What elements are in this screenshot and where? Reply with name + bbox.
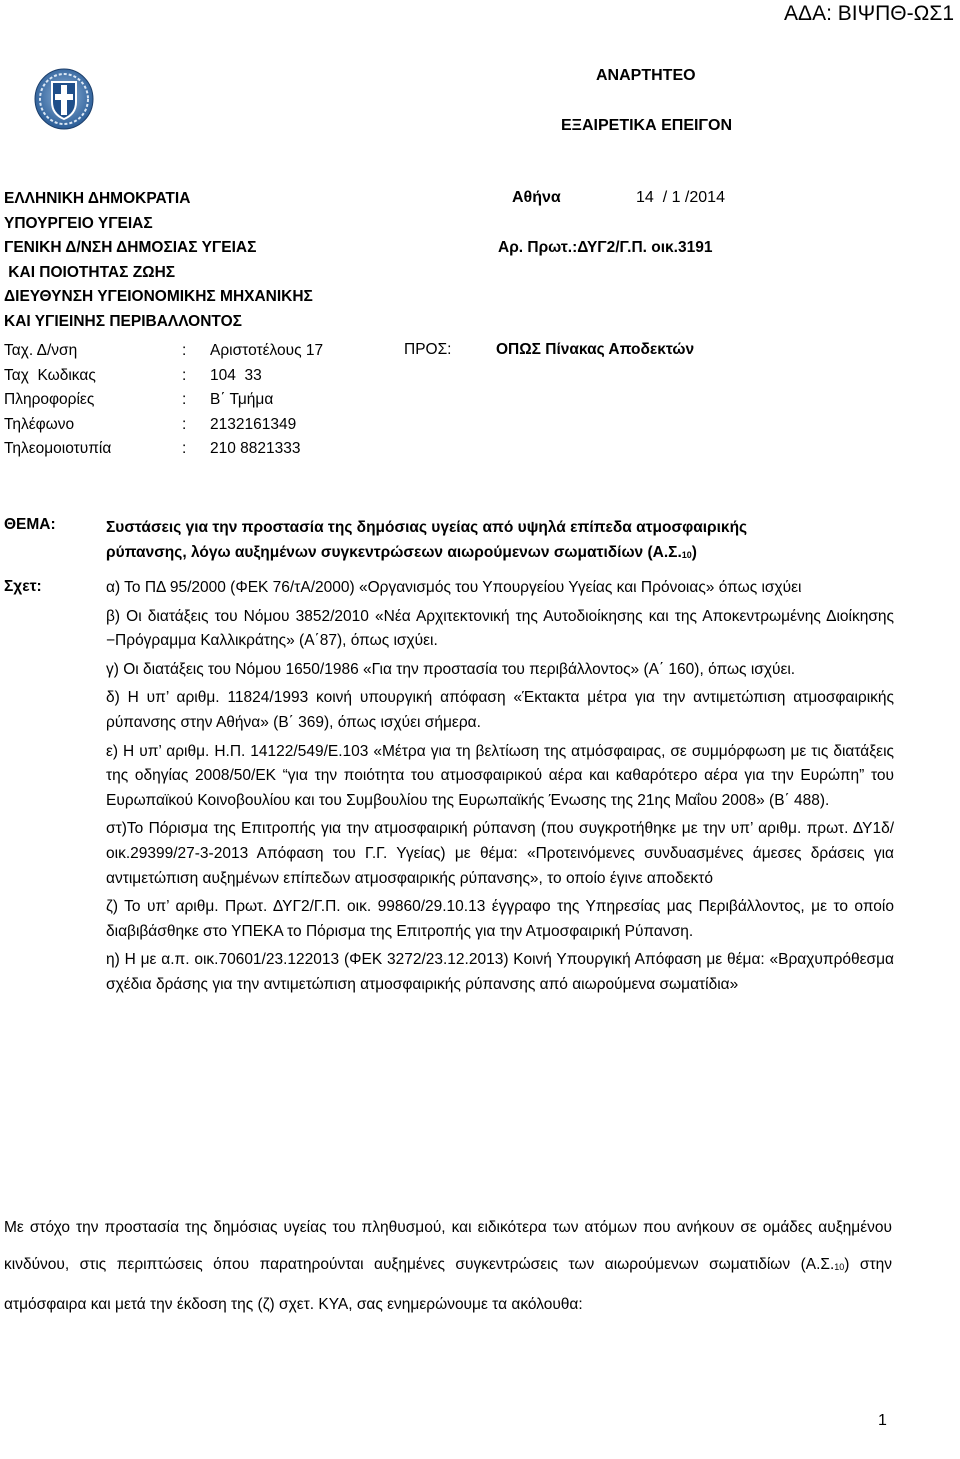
recipient-label: ΠΡΟΣ: [404,341,452,358]
contact-value: 104 33 [210,366,262,384]
related-item: γ) Οι διατάξεις του Νόμου 1650/1986 «Για την προστασία του περιβάλλοντος» (Α΄ 160), όπως ισχύει. [106,660,796,678]
related-list [106,576,894,998]
related-item: η) Η με α.π. οικ.70601/23.122013 (ΦΕΚ 3272/23.12.2013) Κοινή Υπουργική Απόφαση με θέμα: «Βραχυπρόθεσμα σχέδια δράσης για την αντιμετώπιση ατμοσφαιρικής ρύπανσης από αιωρούμενα σωματίδια» [106,951,894,993]
contact-value: Αριστοτέλους 17 [210,342,324,359]
subject-text [106,516,898,567]
contact-colon: : [182,415,187,433]
sender-line: ΚΑΙ ΥΓΙΕΙΝΗΣ ΠΕΡΙΒΑΛΛΟΝΤΟΣ [4,312,242,330]
contact-value: 2132161349 [210,415,297,433]
body-text: Με στόχο την προστασία της δημόσιας υγείας του πληθυσμού, και ειδικότερα των ατόμων που ανήκουν σε ομάδες αυξημένου κινδύνου, στις περιπτώσεις όπου παρατηρούνται αυξημένες συγκεντρώσεις των αιωρούμενων σωματιδίων $(A.\Sigma._{10})$ στην ατμόσφαιρα και μετά την έκδοση της (ζ) σχετ. ΚΥΑ, σας ενημερώνουμε τα ακόλουθα: [4,1219,892,1313]
contact-colon: : [182,366,187,384]
related-label: Σχετ: [4,578,42,595]
sender-block [4,187,313,334]
posted-mark: ΑΝΑΡΤΗΤΕΟ [596,67,696,84]
sender-line: ΚΑΙ ΠΟΙΟΤΗΤΑΣ ΖΩΗΣ [4,263,176,281]
contact-value: Β΄ Τμήμα [210,391,274,408]
subject-subscript: 10 [681,549,692,560]
body-paragraph [4,1209,892,1323]
related-item: ζ) Το υπ’ αριθμ. Πρωτ. ΔΥΓ2/Γ.Π. οικ. 99860/29.10.13 έγγραφο της Υπηρεσίας μας Περιβάλλοντος, με το οποίο διαβιβάσθηκε στο ΥΠΕΚΑ το Πόρισμα της Επιτροπής για την Ατμοσφαιρική Ρύπανση. [106,898,894,940]
contact-value: 210 8821333 [210,440,301,457]
contact-label: Ταχ Κωδικας [4,366,96,384]
related-item: στ)Το Πόρισμα της Επιτροπής για την ατμοσφαιρική ρύπανση (που συγκροτήθηκε με την υπ’ αριθμ. πρωτ. ΔΥ1δ/οικ.29399/27-3-2013 Απόφαση του Γ.Γ. Υγείας) με θέμα: «Προτεινόμενες συνδυασμένες άμεσες δράσεις για αντιμετώπιση αυξημένων επίπεδων ατμοσφαιρικής ρύπανσης», το οποίο έγινε αποδεκτό [106,820,894,887]
contact-label: Τηλέφωνο [4,415,75,433]
contact-row [4,388,323,413]
subject-line: Συστάσεις για την προστασία της δημόσιας υγείας από υψηλά επίπεδα ατμοσφαιρικής [106,519,748,536]
contact-row [4,413,323,438]
contact-block [4,339,323,462]
sender-line: ΔΙΕΥΘΥΝΣΗ ΥΓΕΙΟΝΟΜΙΚΗΣ ΜΗΧΑΝΙΚΗΣ [4,288,313,305]
body-subscript: 10 [834,1262,845,1272]
date-city: Αθήνα [512,189,561,206]
related-item: ε) Η υπ’ αριθμ. Η.Π. 14122/549/Ε.103 «Μέτρα για τη βελτίωση της ατμόσφαιρας, σε συμμόρφωση με τις διατάξεις της οδηγίας 2008/50/ΕΚ “για την ποιότητα του ατμοσφαιρικού αέρα και καθαρότερο αέρα για την Ευρώπη” του Ευρωπαϊκού Κοινοβουλίου και του Συμβουλίου της Ευρωπαϊκής Ένωσης της 21ης Μαΐου 2008» (Β΄ 488). [106,742,894,809]
contact-label: Τηλεομοιοτυπία [4,440,112,457]
ada-code: ΑΔΑ: ΒΙΨΠΘ-ΩΣ1 [784,2,954,25]
contact-label: Πληροφορίες [4,391,95,408]
sender-line: ΕΛΛΗΝΙΚΗ ΔΗΜΟΚΡΑΤΙΑ [4,190,191,207]
subject-line: ρύπανσης, λόγω αυξημένων συγκεντρώσεων αιωρούμενων σωματιδίων $(A.\Sigma._{10})$ [106,543,697,561]
contact-colon: : [182,391,187,408]
contact-colon: : [182,440,187,457]
related-item: β) Οι διατάξεις του Νόμου 3852/2010 «Νέα Αρχιτεκτονική της Αυτοδιοίκησης και της Αποκεντρωμένης Διοίκησης −Πρόγραμμα Καλλικράτης» (Α΄87), όπως ισχύει. [106,607,894,650]
sender-line: ΥΠΟΥΡΓΕΙΟ ΥΓΕΙΑΣ [4,214,153,232]
contact-row [4,364,323,389]
protocol-number: Αρ. Πρωτ.:ΔΥΓ2/Γ.Π. οικ.3191 [498,239,713,256]
greek-emblem-icon [34,68,94,130]
contact-row [4,339,323,364]
page-number: 1 [878,1412,887,1429]
recipient-value: ΟΠΩΣ Πίνακας Αποδεκτών [496,341,695,358]
related-item: α) Το ΠΔ 95/2000 (ΦΕΚ 76/τΑ/2000) «Οργανισμός του Υπουργείου Υγείας και Πρόνοιας» όπως ισχύει [106,579,802,596]
contact-colon: : [182,342,187,359]
related-item: δ) Η υπ’ αριθμ. 11824/1993 κοινή υπουργική απόφαση «Έκτακτα μέτρα για την αντιμετώπιση ατμοσφαιρικής ρύπανσης στην Αθήνα» (Β΄ 369), όπως ισχύει σήμερα. [106,689,894,731]
sender-line: ΓΕΝΙΚΗ Δ/ΝΣΗ ΔΗΜΟΣΙΑΣ ΥΓΕΙΑΣ [4,239,257,256]
subject-label: ΘΕΜΑ: [4,516,56,533]
urgency-mark: ΕΞΑΙΡΕΤΙΚΑ ΕΠΕΙΓΟΝ [561,117,733,134]
date-value: 14 / 1 /2014 [636,189,725,206]
contact-row [4,437,323,462]
contact-label: Ταχ. Δ/νση [4,342,78,359]
